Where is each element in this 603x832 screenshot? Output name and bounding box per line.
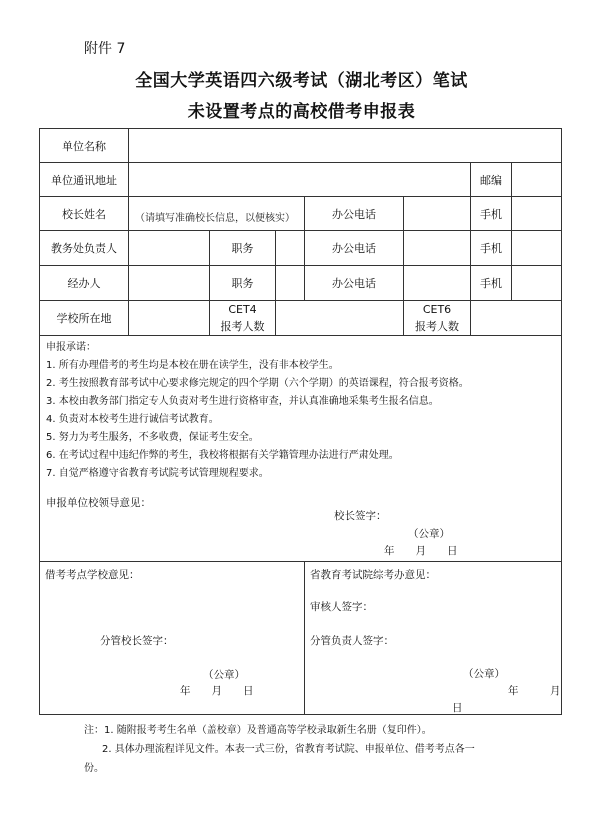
provincial-head-sign-label: 分管负责人签字： [310, 635, 394, 647]
academic-head-field[interactable] [129, 231, 210, 266]
principal-hint: （请填写准确校长信息，以便核实） [135, 213, 295, 224]
principal-mobile-field[interactable] [512, 197, 562, 231]
host-school-seal: （公章） [203, 669, 245, 681]
handler-office-phone-label: 办公电话 [305, 266, 404, 301]
academic-head-label: 教务处负责人 [40, 231, 129, 266]
principal-office-phone-field[interactable] [404, 197, 471, 231]
cet4-label-line2: 报考人数 [220, 320, 265, 333]
handler-position-field[interactable] [276, 266, 305, 301]
attachment-label: 附件 7 [84, 41, 126, 57]
host-school-sign-label: 分管校长签字： [100, 635, 174, 647]
school-location-label: 学校所在地 [40, 301, 129, 336]
principal-signature-label: 校长签字： [334, 510, 387, 522]
pledge-item: 7. 自觉严格遵守省教育考试院考试管理规程要求。 [46, 468, 269, 479]
principal-name-field[interactable] [129, 197, 305, 231]
cet4-count-label [210, 301, 276, 336]
pledge-item: 1. 所有办理借考的考生均是本校在册在读学生，没有非本校学生。 [46, 360, 339, 371]
cet6-label-line1: CET6 [422, 303, 452, 316]
pledge-item: 6. 在考试过程中违纪作弊的考生，我校将根据有关学籍管理办法进行严肃处理。 [46, 450, 399, 461]
postcode-label: 邮编 [471, 163, 512, 197]
pledge-item: 2. 考生按照教育部考试中心要求修完规定的四个学期（六个学期）的英语课程，符合报考资格。 [46, 378, 469, 389]
unit-name-label: 单位名称 [40, 129, 129, 163]
cet6-count-label [404, 301, 471, 336]
notes-section [84, 721, 534, 778]
academic-head-position-field[interactable] [276, 231, 305, 266]
provincial-seal: （公章） [463, 668, 505, 680]
cet6-label-line2: 报考人数 [415, 320, 459, 333]
form-title-line1: 全国大学英语四六级考试（湖北考区）笔试 [135, 71, 468, 91]
pledge-item: 3. 本校由教务部门指定专人负责对考生进行资格审查，并认真准确地采集考生报名信息。 [46, 396, 439, 407]
cet4-label-line1: CET4 [228, 303, 257, 316]
provincial-day: 日 [452, 702, 463, 714]
handler-mobile-label: 手机 [471, 266, 512, 301]
postcode-field[interactable] [512, 163, 562, 197]
unit-address-label: 单位通讯地址 [40, 163, 129, 197]
principal-name-label: 校长姓名 [40, 197, 129, 231]
unit-name-field[interactable] [129, 129, 562, 163]
host-school-date: 年 月 日 [180, 685, 254, 697]
academic-head-mobile-field[interactable] [512, 231, 562, 266]
host-school-opinion-section [40, 562, 305, 715]
pledge-date: 年 月 日 [384, 545, 458, 557]
academic-head-office-phone-label: 办公电话 [305, 231, 404, 266]
handler-mobile-field[interactable] [512, 266, 562, 301]
provincial-opinion-label: 省教育考试院综考办意见： [310, 569, 436, 581]
pledge-item: 5. 努力为考生服务，不多收费，保证考生安全。 [46, 432, 259, 443]
cet6-count-field[interactable] [471, 301, 562, 336]
handler-label: 经办人 [40, 266, 129, 301]
academic-head-office-phone-field[interactable] [404, 231, 471, 266]
form-title-line2: 未设置考点的高校借考申报表 [187, 102, 416, 122]
pledge-section [40, 336, 562, 562]
note-line-1: 注：1. 随附报考考生名单（盖校章）及普通高等学校录取新生名册（复印件）。 [84, 725, 432, 736]
principal-mobile-label: 手机 [471, 197, 512, 231]
handler-office-phone-field[interactable] [404, 266, 471, 301]
unit-address-field[interactable] [129, 163, 471, 197]
host-school-opinion-label: 借考考点学校意见： [45, 569, 140, 581]
handler-position-label: 职务 [210, 266, 276, 301]
principal-office-phone-label: 办公电话 [305, 197, 404, 231]
provincial-reviewer-label: 审核人签字： [310, 601, 373, 613]
school-location-field[interactable] [129, 301, 210, 336]
provincial-year-month: 年 月 [508, 685, 561, 697]
pledge-seal: （公章） [408, 528, 450, 540]
note-line-2: 2. 具体办理流程详见文件。本表一式三份，省教育考试院、申报单位、借考考点各一 [102, 744, 475, 755]
application-form-table [39, 128, 562, 715]
note-line-3: 份。 [84, 763, 104, 774]
academic-head-mobile-label: 手机 [471, 231, 512, 266]
pledge-heading: 申报承诺： [46, 342, 96, 353]
cet4-count-field[interactable] [276, 301, 404, 336]
leader-opinion-label: 申报单位校领导意见： [46, 497, 151, 509]
handler-field[interactable] [129, 266, 210, 301]
academic-head-position-label: 职务 [210, 231, 276, 266]
provincial-opinion-section [305, 562, 562, 715]
pledge-item: 4. 负责对本校考生进行诚信考试教育。 [46, 414, 219, 425]
